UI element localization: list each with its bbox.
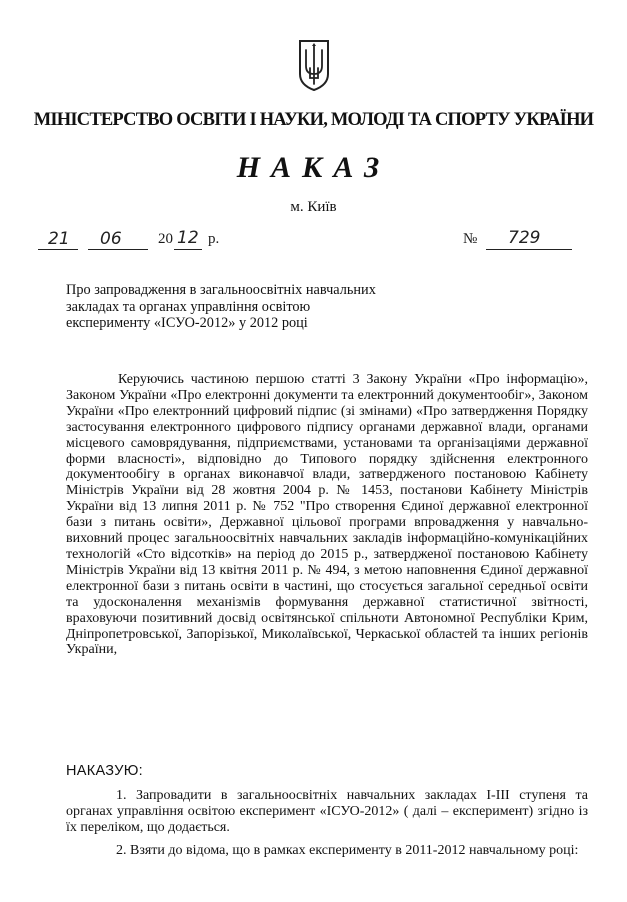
number-value: 729: [508, 228, 541, 248]
order-subject: Про запровадження в загальноосвітніх навчальних закладах та органах управління освітою експерименту «ІСУО-2012» у 2012 році: [66, 282, 376, 331]
trident-emblem-icon: [297, 38, 331, 92]
date-year-unit: р.: [208, 231, 220, 247]
date-day-underline: [38, 249, 78, 250]
order-item-1-text: 1. Запровадити в загальноосвітніх навчальних закладах I-III ступеня та органах управління освітою експеримент «ІСУО-2012» ( далі – експеримент) згідно із їх переліком, що додається.: [66, 788, 588, 835]
order-item-2-text: 2. Взяти до відома, що в рамках експерименту в 2011-2012 навчальному році:: [116, 843, 579, 858]
number-label: №: [463, 231, 478, 247]
date-month: 06: [100, 229, 122, 249]
order-item-1: [66, 788, 588, 836]
preamble-paragraph: [66, 372, 588, 658]
order-word: НАКАЗУЮ:: [66, 763, 143, 779]
date-year-prefix: 20: [158, 231, 173, 247]
date-year-suffix: 12: [177, 228, 199, 248]
document-title: НАКАЗ: [236, 151, 391, 184]
number-underline: [486, 249, 572, 250]
date-month-underline: [88, 249, 148, 250]
city-line: м. Київ: [290, 199, 337, 215]
preamble-text: Керуючись частиною першою статті 3 Закону України «Про інформацію», Законом України «Про електронні документи та електронний документообіг», Законом України «Про електронний цифровий підпис (зі змінами) «Про затвердження Порядку застосування електронного цифрового підпису органами державної влади, органами місцевого самоврядування, підприємствами, установами та організаціями державної форми власності», відповідно до Типового порядку здійснення електронного документообігу в органах виконавчої влади, затвердженого постановою Кабінету Міністрів України від 28 жовтня 2004 р. № 1453, постанови Кабінету Міністрів України від 13 липня 2011 р. № 752 "Про створення Єдиної державної електронної бази з питань освіти», Державної цільової програми впровадження у навчально-виховний процес загальноосвітніх навчальних закладів інформаційно-комунікаційних технологій «Сто відсотків» на період до 2015 р., затвердженої постановою Кабінету Міністрів України від 13 квітня 2011 р. № 494, з метою наповнення Єдиної державної електронної бази з питань освіти в частині, що стосується загальної середньої освіти та удосконалення механізмів формування державної статистичної звітності, враховуючи позитивний досвід освітянської спільноти Автономної Республіки Крим, Дніпропетровської, Запорізької, Миколаївської, Черкаської областей та інших регіонів України,: [66, 372, 588, 658]
date-number-line: [38, 228, 598, 255]
date-day: 21: [48, 229, 70, 249]
order-item-2: [66, 843, 588, 859]
date-year-underline: [174, 249, 202, 250]
ministry-heading: МІНІСТЕРСТВО ОСВІТИ І НАУКИ, МОЛОДІ ТА СПОРТУ УКРАЇНИ: [33, 110, 594, 130]
